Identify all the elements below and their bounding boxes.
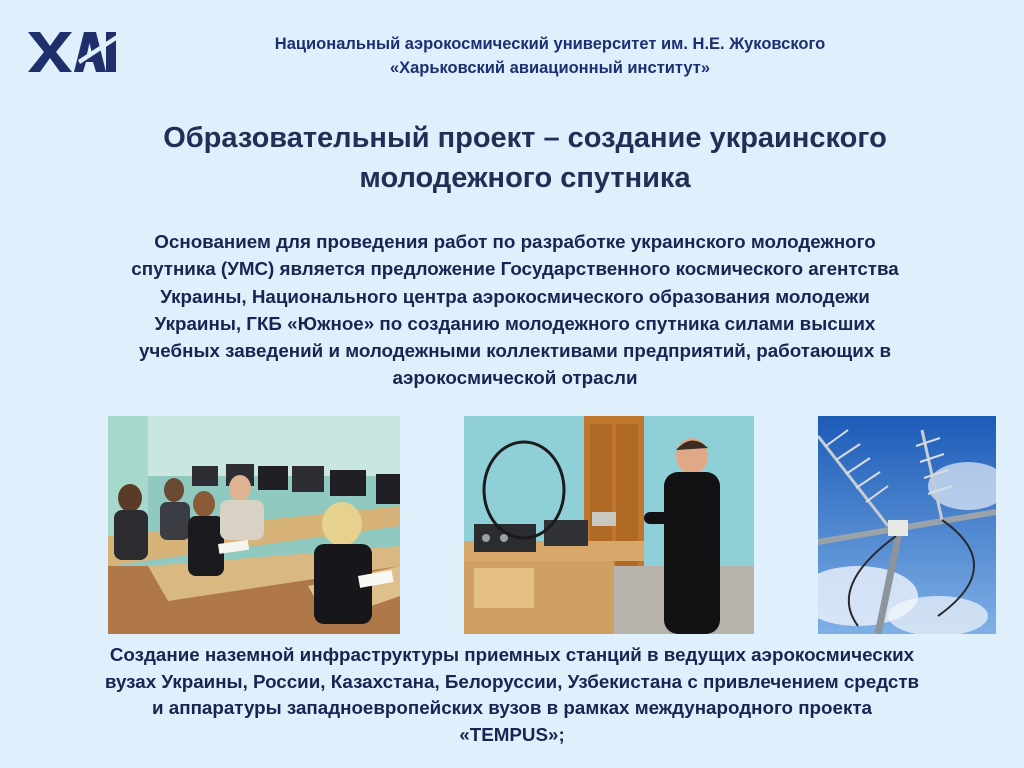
intro-line: Украины, ГКБ «Южное» по созданию молодежного спутника силами высших xyxy=(154,312,876,334)
page-title-line-2: молодежного спутника xyxy=(359,162,691,194)
bottom-line: вузах Украины, России, Казахстана, Белоруссии, Узбекистана с привлечением средств xyxy=(104,670,920,692)
bottom-line: Создание наземной инфраструктуры приемных станций в ведущих аэрокосмических xyxy=(109,644,915,665)
intro-line: аэрокосмической отрасли xyxy=(392,367,638,389)
page-title xyxy=(60,118,990,198)
intro-line: Украины, Национального центра аэрокосмического образования молодежи xyxy=(160,285,870,307)
intro-line: спутника (УМС) является предложение Государственного космического агентства xyxy=(131,258,899,280)
antenna-photo xyxy=(818,416,996,634)
bottom-paragraph xyxy=(8,642,1016,748)
bottom-line: «TEMPUS»; xyxy=(459,723,565,745)
intro-paragraph xyxy=(40,228,990,392)
intro-line: Основанием для проведения работ по разработке украинского молодежного xyxy=(154,231,876,252)
university-header xyxy=(170,32,930,80)
institute-name: «Харьковский авиационный институт» xyxy=(389,59,711,77)
classroom-photo xyxy=(108,416,400,634)
page-title-line-1: Образовательный проект – создание украинского xyxy=(163,122,887,154)
university-name: Национальный аэрокосмический университет им. Н.Е. Жуковского xyxy=(274,35,826,53)
intro-line: учебных заведений и молодежными коллективами предприятий, работающих в xyxy=(138,340,892,362)
university-logo xyxy=(26,30,118,74)
bottom-line: и аппаратуры западноевропейских вузов в рамках международного проекта xyxy=(152,697,872,718)
radio-station-photo xyxy=(464,416,754,634)
